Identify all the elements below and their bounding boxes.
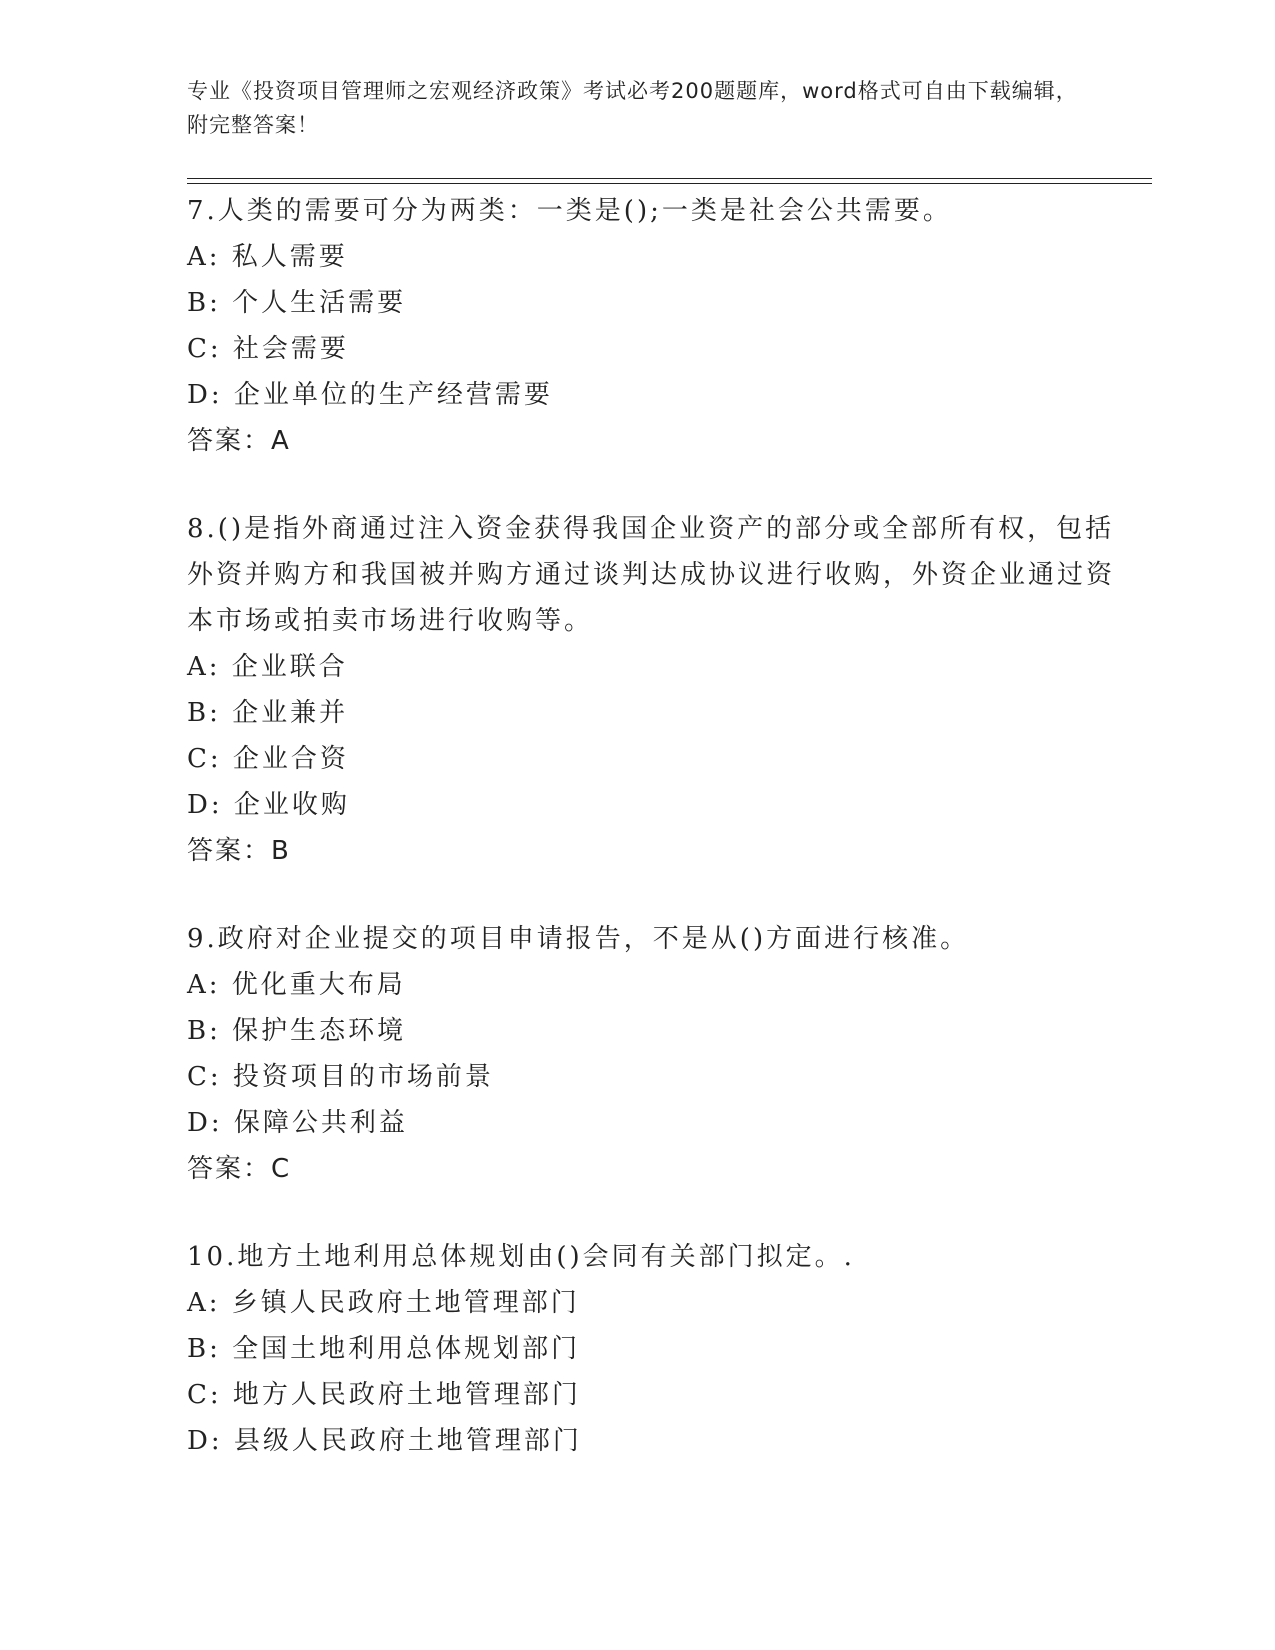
option-c: C: 投资项目的市场前景 bbox=[187, 1062, 494, 1092]
header-divider-bottom bbox=[187, 183, 1152, 184]
header-divider-top bbox=[187, 178, 1152, 179]
option-d: D: 保障公共利益 bbox=[187, 1108, 408, 1138]
answer: 答案：C bbox=[187, 1154, 292, 1184]
option-a: A: 私人需要 bbox=[187, 242, 348, 272]
question-9 bbox=[187, 916, 1117, 1192]
document-header: 专业《投资项目管理师之宏观经济政策》考试必考200题题库，word格式可自由下载编辑，附完整答案！ bbox=[187, 79, 1078, 137]
question-stem: 8.()是指外商通过注入资金获得我国企业资产的部分或全部所有权，包括外资并购方和我国被并购方通过谈判达成协议进行收购，外资企业通过资本市场或拍卖市场进行收购等。 bbox=[187, 514, 1116, 636]
option-a: A: 企业联合 bbox=[187, 652, 348, 682]
option-d: D: 企业收购 bbox=[187, 790, 350, 820]
question-8 bbox=[187, 506, 1117, 874]
answer: 答案：B bbox=[187, 836, 291, 866]
option-d: D: 县级人民政府土地管理部门 bbox=[187, 1426, 582, 1456]
option-c: C: 社会需要 bbox=[187, 334, 349, 364]
question-stem: 7.人类的需要可分为两类：一类是();一类是社会公共需要。 bbox=[187, 196, 952, 226]
option-d: D: 企业单位的生产经营需要 bbox=[187, 380, 553, 410]
option-b: B: 个人生活需要 bbox=[187, 288, 407, 318]
option-a: A: 优化重大布局 bbox=[187, 970, 406, 1000]
question-stem: 10.地方土地利用总体规划由()会同有关部门拟定。. bbox=[187, 1242, 855, 1272]
question-10 bbox=[187, 1234, 1117, 1464]
option-c: C: 企业合资 bbox=[187, 744, 349, 774]
option-b: B: 企业兼并 bbox=[187, 698, 349, 728]
question-stem: 9.政府对企业提交的项目申请报告，不是从()方面进行核准。 bbox=[187, 924, 970, 954]
option-c: C: 地方人民政府土地管理部门 bbox=[187, 1380, 581, 1410]
question-7 bbox=[187, 188, 1117, 464]
question-list bbox=[187, 188, 1117, 1506]
option-a: A: 乡镇人民政府土地管理部门 bbox=[187, 1288, 580, 1318]
option-b: B: 全国土地利用总体规划部门 bbox=[187, 1334, 581, 1364]
answer: 答案：A bbox=[187, 426, 291, 456]
option-b: B: 保护生态环境 bbox=[187, 1016, 407, 1046]
